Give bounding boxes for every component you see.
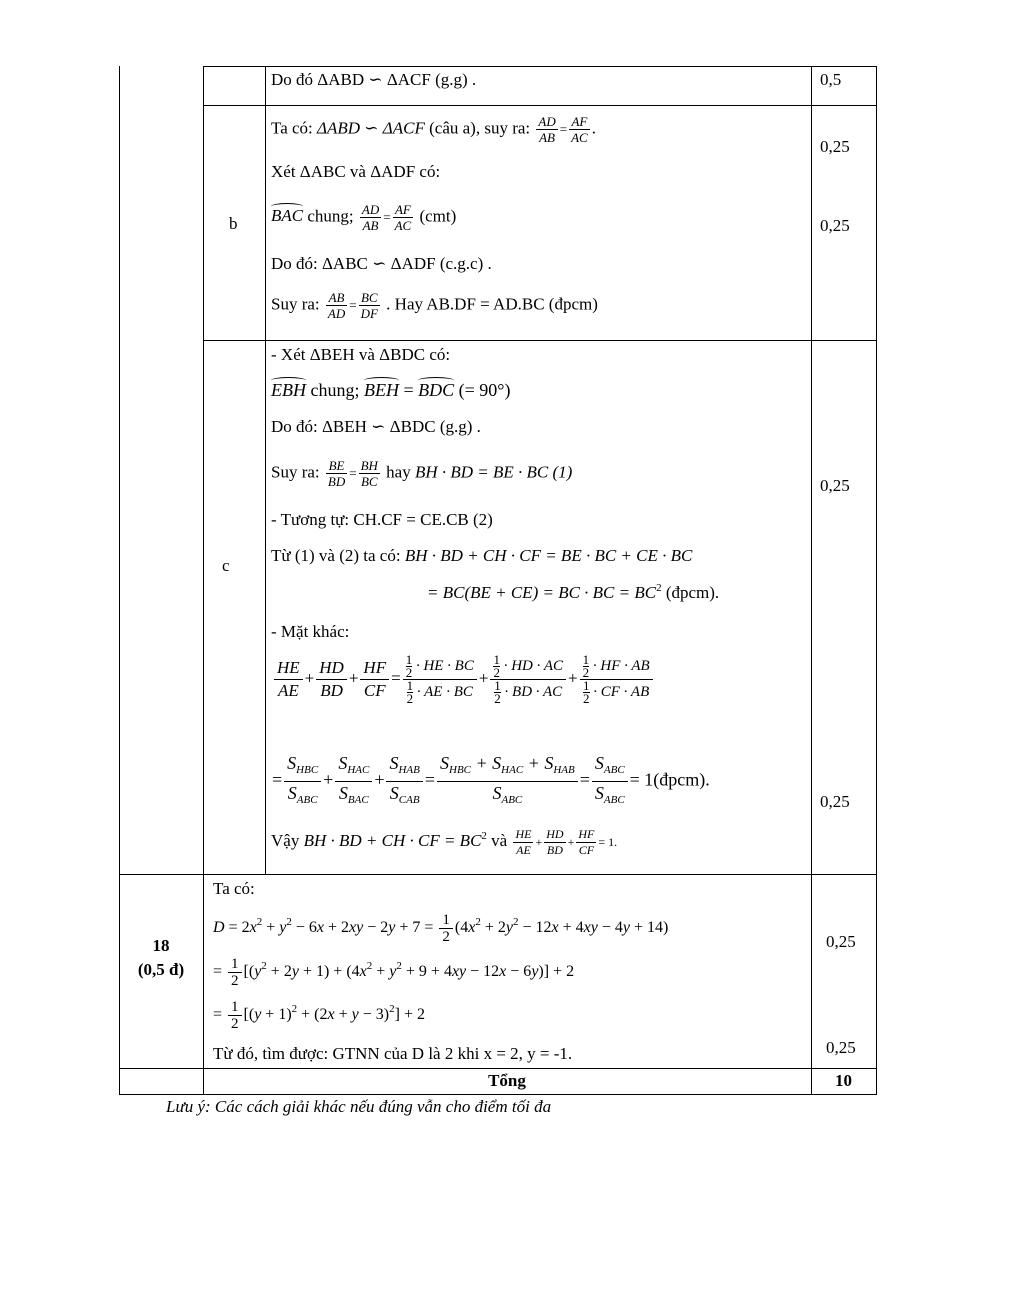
total-label: Tổng xyxy=(488,1071,526,1090)
c-line3: Do đó: ΔBEH ∽ ΔBDC (g.g) . xyxy=(271,417,481,436)
b-line4: Do đó: ΔABC ∽ ΔADF (c.g.c) . xyxy=(271,254,492,273)
c-line8: - Mặt khác: xyxy=(271,622,350,641)
b-line3: BAC chung; $\frac{AD}{AB}$ = $\frac{AF}{AC}$ (cmt) xyxy=(271,202,457,233)
footnote: Lưu ý: Các cách giải khác nếu đúng vẫn cho điểm tối đa xyxy=(166,1097,552,1116)
c-line6: Từ (1) và (2) ta có: BH · BD + CH · CF = BE · BC + CE · BC xyxy=(271,546,693,565)
c-line4: Suy ra: $\frac{BE}{BD}$ = $\frac{BH}{BC}$ hay BH · BD = BE · BC (1) xyxy=(271,458,573,489)
angle-beh: BEH xyxy=(364,380,399,400)
q18-line2: $D = 2x^2 + y^2 - 6x + 2xy - 2y + 7$ = $\frac{1}{2}$ $(4x^2 + 2y^2 - 12x + 4xy - 4y + 14)$ xyxy=(213,912,669,945)
c-line11: Vậy BH · BD + CH · CF = $BC^2$ và $\frac{HE}{AE}$ + $\frac{HD}{BD}$ + $\frac{HF}{CF}$ = 1. xyxy=(271,826,618,857)
b-line5: Suy ra: $\frac{AB}{AD}$ = $\frac{BC}{DF}$ . Hay AB.DF = AD.BC (đpcm) xyxy=(271,290,598,321)
c-line1: - Xét ΔBEH và ΔBDC có: xyxy=(271,345,451,364)
b-score-1: 0,25 xyxy=(820,137,850,156)
q18-score-2: 0,25 xyxy=(826,1038,856,1057)
c-score-1: 0,25 xyxy=(820,476,850,495)
b-line2: Xét ΔABC và ΔADF có: xyxy=(271,162,441,181)
angle-bdc: BDC xyxy=(418,380,455,400)
b-label: b xyxy=(229,214,238,233)
c-ratio-expression: $\frac{HE}{AE}$ + $\frac{HD}{BD}$ + $\frac{HF}{CF}$ = $\frac{1}{2}$ · HE · BC $\frac{1}{2}$ · AE · BC + $\frac{1}{2}$ · HD · AC $\frac{1}{2}$ · BD · AC + $\frac{1}{2}$ · HF · AB $\frac{1}{2}$ · CF · AB xyxy=(272,654,655,705)
q18-line4: = $\frac{1}{2}$ $[(y + 1)^2 + (2x + y - 3)^2] + 2$ xyxy=(213,999,425,1032)
c-line5: - Tương tự: CH.CF = CE.CB (2) xyxy=(271,510,493,529)
b-score-2: 0,25 xyxy=(820,216,850,235)
q18-line1: Ta có: xyxy=(213,879,255,898)
c-label: c xyxy=(222,556,230,575)
q18-line3: = $\frac{1}{2}$ $[(y^2 + 2y + 1) + (4x^2 + y^2 + 9 + 4xy - 12x - 6y)] + 2$ xyxy=(213,956,575,989)
c-line2: EBH chung; BEH = BDC (= 90°) xyxy=(271,380,511,400)
a-score: 0,5 xyxy=(820,70,842,89)
a-conclusion: Do đó ΔABD ∽ ΔACF (g.g) . xyxy=(271,70,477,89)
c-line7: = BC(BE + CE) = BC · BC = $BC^2$ (đpcm). xyxy=(427,582,720,602)
c-score-2: 0,25 xyxy=(820,792,850,811)
c-area-expression: = $S_{HBC}$ $S_{ABC}$ + $S_{HAC}$ $S_{BAC}$ + $S_{HAB}$ $S_{CAB}$ = $S_{HBC} + S_{HAC} + S_{HAB}$ $S_{ABC}$ = $S_{ABC}$ $S_{ABC}$ = 1(đpcm). xyxy=(272,753,710,806)
total-value: 10 xyxy=(835,1071,852,1090)
q18-line5: Từ đó, tìm được: GTNN của D là 2 khi x = 2, y = -1. xyxy=(213,1044,573,1063)
angle-bac: BAC xyxy=(271,206,304,226)
q18-score-1: 0,25 xyxy=(826,932,856,951)
q18-label: 18 (0,5 đ) xyxy=(137,936,185,979)
angle-ebh: EBH xyxy=(271,380,306,400)
b-line1: Ta có: ΔABD ∽ ΔACF (câu a), suy ra: $\frac{AD}{AB}$ = $\frac{AF}{AC}$ . xyxy=(271,114,596,145)
